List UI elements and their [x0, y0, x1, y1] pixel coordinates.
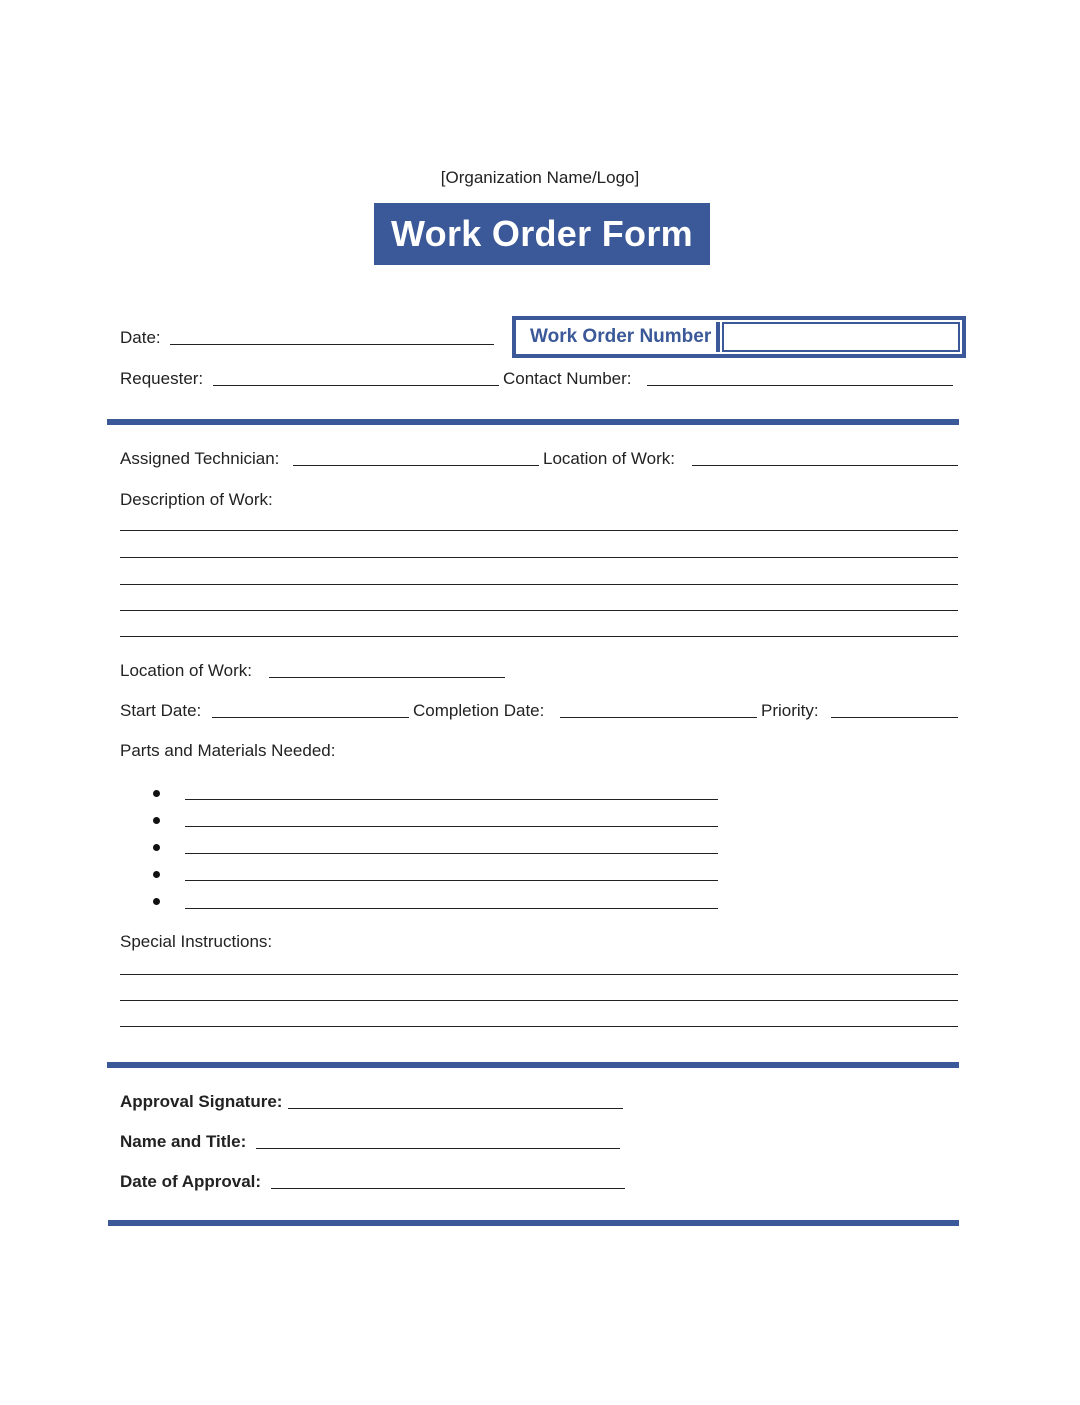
organization-name: [Organization Name/Logo] [440, 168, 640, 187]
completion-date-label: Completion Date: [413, 701, 545, 720]
location-of-work-label-2: Location of Work: [120, 661, 252, 680]
parts-materials-label: Parts and Materials Needed: [120, 741, 336, 760]
bullet-icon [153, 817, 160, 824]
parts-item-field[interactable] [185, 880, 718, 881]
requester-label: Requester: [120, 369, 204, 388]
section-divider-bottom [108, 1220, 959, 1226]
special-instructions-line[interactable] [120, 1026, 958, 1027]
assigned-technician-field[interactable] [293, 465, 539, 466]
description-line[interactable] [120, 610, 958, 611]
date-of-approval-field[interactable] [271, 1188, 625, 1189]
start-date-label: Start Date: [120, 701, 202, 720]
work-order-number-field[interactable] [722, 322, 960, 352]
description-line[interactable] [120, 557, 958, 558]
bullet-icon [153, 898, 160, 905]
approval-signature-label: Approval Signature: [120, 1092, 283, 1111]
parts-item-field[interactable] [185, 826, 718, 827]
special-instructions-line[interactable] [120, 974, 958, 975]
date-field[interactable] [170, 344, 494, 345]
location-of-work-label: Location of Work: [543, 449, 675, 468]
location-of-work-field[interactable] [692, 465, 958, 466]
bullet-icon [153, 844, 160, 851]
date-label: Date: [120, 328, 161, 347]
form-title: Work Order Form [391, 213, 693, 254]
bullet-icon [153, 871, 160, 878]
assigned-technician-label: Assigned Technician: [120, 449, 280, 468]
contact-number-label: Contact Number: [503, 369, 632, 388]
bullet-icon [153, 790, 160, 797]
parts-item-field[interactable] [185, 853, 718, 854]
date-of-approval-label: Date of Approval: [120, 1172, 262, 1191]
form-title-banner [374, 203, 710, 265]
contact-number-field[interactable] [647, 385, 953, 386]
special-instructions-label: Special Instructions: [120, 932, 273, 951]
approval-signature-field[interactable] [288, 1108, 623, 1109]
work-order-number-box [512, 316, 966, 358]
parts-item-field[interactable] [185, 908, 718, 909]
priority-label: Priority: [761, 701, 819, 720]
special-instructions-line[interactable] [120, 1000, 958, 1001]
name-title-label: Name and Title: [120, 1132, 247, 1151]
description-line[interactable] [120, 636, 958, 637]
completion-date-field[interactable] [560, 717, 757, 718]
description-line[interactable] [120, 584, 958, 585]
description-label: Description of Work: [120, 490, 273, 509]
section-divider-middle [107, 1062, 959, 1068]
priority-field[interactable] [831, 717, 958, 718]
location-of-work-field-2[interactable] [269, 677, 505, 678]
parts-item-field[interactable] [185, 799, 718, 800]
section-divider-top [107, 419, 959, 425]
work-order-number-label: Work Order Number [518, 322, 720, 352]
start-date-field[interactable] [212, 717, 409, 718]
description-line[interactable] [120, 530, 958, 531]
requester-field[interactable] [213, 385, 499, 386]
name-title-field[interactable] [256, 1148, 620, 1149]
